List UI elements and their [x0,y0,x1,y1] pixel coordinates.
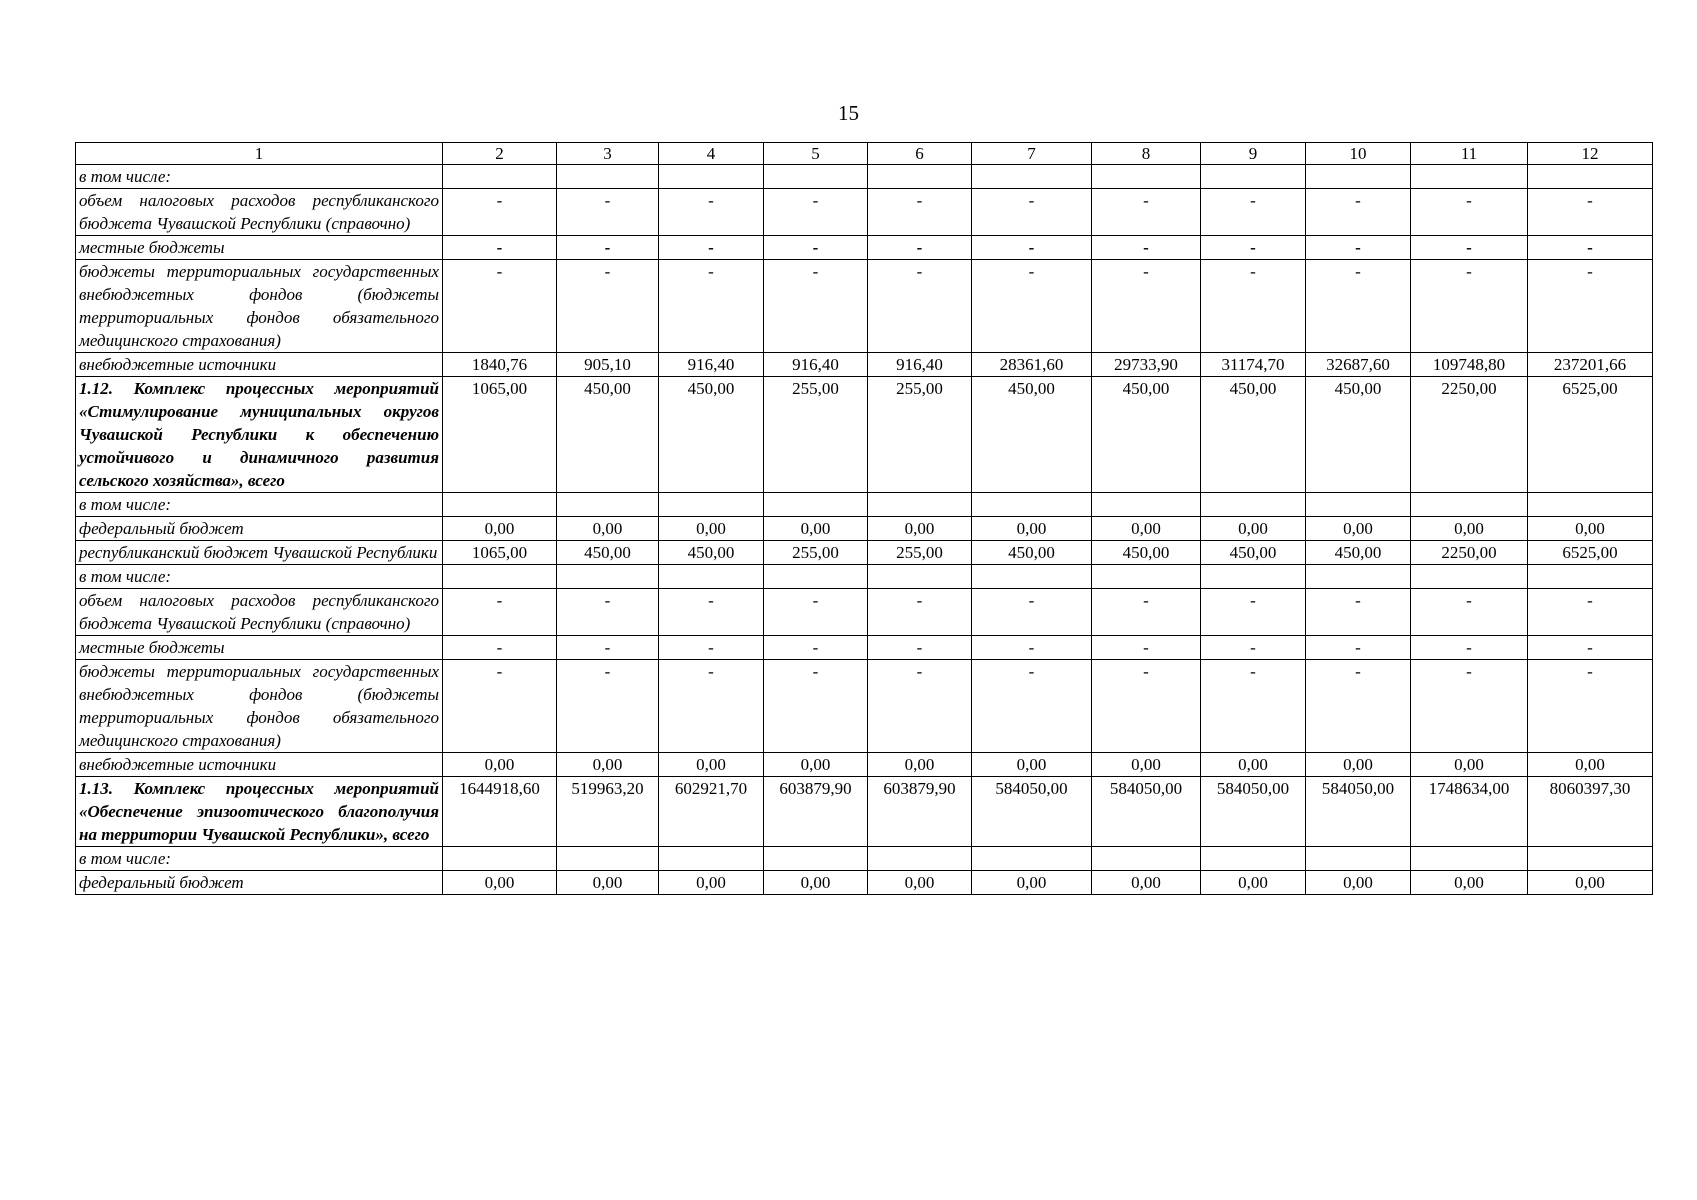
value-cell: 29733,90 [1092,353,1201,377]
value-cell: 0,00 [1201,753,1306,777]
funding-table [75,142,1653,895]
column-number: 9 [1201,143,1306,165]
value-cell: - [1201,260,1306,353]
value-cell: 0,00 [1528,753,1653,777]
row-label: местные бюджеты [76,636,443,660]
column-number: 4 [659,143,764,165]
value-cell [443,847,557,871]
value-cell: - [557,260,659,353]
value-cell: 450,00 [1201,541,1306,565]
value-cell: 0,00 [1528,517,1653,541]
value-cell: 0,00 [1201,871,1306,895]
value-cell: - [1528,260,1653,353]
value-cell: - [972,236,1092,260]
value-cell: - [1411,189,1528,236]
value-cell: 0,00 [659,871,764,895]
row-label: в том числе: [76,847,443,871]
value-cell [868,165,972,189]
value-cell: 0,00 [1411,753,1528,777]
value-cell [764,565,868,589]
value-cell: - [443,236,557,260]
table-row [76,660,1653,753]
value-cell: - [557,589,659,636]
value-cell: 1748634,00 [1411,777,1528,847]
value-cell: 1840,76 [443,353,557,377]
value-cell [1306,165,1411,189]
row-label: республиканский бюджет Чувашской Республики [76,541,443,565]
value-cell: - [557,660,659,753]
value-cell: - [764,189,868,236]
value-cell: 0,00 [1411,517,1528,541]
value-cell: - [659,636,764,660]
value-cell: 255,00 [868,377,972,493]
value-cell: - [868,589,972,636]
value-cell [557,565,659,589]
value-cell: 450,00 [1306,377,1411,493]
value-cell: 0,00 [443,753,557,777]
value-cell: 0,00 [972,517,1092,541]
value-cell [764,493,868,517]
value-cell: 255,00 [764,377,868,493]
value-cell [659,847,764,871]
value-cell [1201,565,1306,589]
column-number: 6 [868,143,972,165]
value-cell: - [1306,589,1411,636]
value-cell [1411,165,1528,189]
value-cell: 1065,00 [443,377,557,493]
value-cell: - [868,636,972,660]
value-cell: - [1528,236,1653,260]
value-cell: 32687,60 [1306,353,1411,377]
value-cell: - [1528,636,1653,660]
column-number: 5 [764,143,868,165]
value-cell: - [868,260,972,353]
value-cell: 0,00 [1306,871,1411,895]
value-cell: 450,00 [1306,541,1411,565]
value-cell: 6525,00 [1528,541,1653,565]
value-cell: 916,40 [659,353,764,377]
value-cell: 450,00 [557,377,659,493]
value-cell: - [1092,189,1201,236]
value-cell: 0,00 [659,753,764,777]
value-cell: - [1411,636,1528,660]
value-cell: 584050,00 [1092,777,1201,847]
value-cell: 916,40 [868,353,972,377]
row-label: 1.12. Комплекс процессных мероприятий «Стимулирование муниципальных округов Чувашской Республики к обеспечению устойчивого и динамичного развития сельского хозяйства», всего [76,377,443,493]
value-cell [868,493,972,517]
value-cell: 0,00 [1092,753,1201,777]
value-cell: 603879,90 [764,777,868,847]
table-header-row [76,143,1653,165]
value-cell: - [443,660,557,753]
value-cell: - [1201,236,1306,260]
value-cell: 0,00 [1092,517,1201,541]
value-cell: - [1528,189,1653,236]
table-row [76,517,1653,541]
value-cell: - [557,189,659,236]
table-body [76,143,1653,895]
table-row [76,636,1653,660]
value-cell: 1065,00 [443,541,557,565]
value-cell: 519963,20 [557,777,659,847]
value-cell: - [1201,660,1306,753]
value-cell: 450,00 [557,541,659,565]
value-cell: - [1201,636,1306,660]
value-cell: - [972,660,1092,753]
value-cell: 0,00 [557,517,659,541]
value-cell: - [868,236,972,260]
value-cell: - [1528,660,1653,753]
row-label: объем налоговых расходов республиканского бюджета Чувашской Республики (справочно) [76,589,443,636]
value-cell: 450,00 [1092,377,1201,493]
value-cell: - [443,189,557,236]
value-cell: - [659,660,764,753]
value-cell: 0,00 [1411,871,1528,895]
table-row [76,189,1653,236]
value-cell [764,165,868,189]
column-number: 11 [1411,143,1528,165]
row-label: бюджеты территориальных государственных внебюджетных фондов (бюджеты территориальных фондов обязательного медицинского страхования) [76,260,443,353]
value-cell [868,847,972,871]
value-cell: 1644918,60 [443,777,557,847]
value-cell [1306,847,1411,871]
value-cell: 0,00 [659,517,764,541]
value-cell: - [1201,589,1306,636]
value-cell [1201,165,1306,189]
value-cell: - [764,660,868,753]
column-number: 7 [972,143,1092,165]
row-label: бюджеты территориальных государственных внебюджетных фондов (бюджеты территориальных фондов обязательного медицинского страхования) [76,660,443,753]
row-label: в том числе: [76,565,443,589]
value-cell: 450,00 [1092,541,1201,565]
value-cell [443,165,557,189]
value-cell: 0,00 [868,753,972,777]
value-cell: 0,00 [1092,871,1201,895]
value-cell [1528,165,1653,189]
table-row [76,847,1653,871]
table-row [76,165,1653,189]
value-cell [443,565,557,589]
column-number: 2 [443,143,557,165]
value-cell: - [1528,589,1653,636]
column-number: 3 [557,143,659,165]
value-cell: 8060397,30 [1528,777,1653,847]
value-cell: 916,40 [764,353,868,377]
value-cell: - [1411,236,1528,260]
table-row [76,541,1653,565]
value-cell: - [659,589,764,636]
value-cell: 255,00 [868,541,972,565]
value-cell [1528,847,1653,871]
value-cell: - [443,589,557,636]
value-cell: - [1306,660,1411,753]
value-cell: - [1092,589,1201,636]
value-cell [1411,847,1528,871]
value-cell [1092,493,1201,517]
value-cell [443,493,557,517]
value-cell: 603879,90 [868,777,972,847]
value-cell [972,493,1092,517]
table-row [76,236,1653,260]
value-cell: - [868,189,972,236]
value-cell: - [1092,636,1201,660]
value-cell [1528,565,1653,589]
table-row [76,377,1653,493]
value-cell: - [972,189,1092,236]
value-cell [972,847,1092,871]
value-cell: - [557,236,659,260]
value-cell: 584050,00 [1201,777,1306,847]
value-cell [1201,847,1306,871]
value-cell: - [1411,260,1528,353]
value-cell: - [443,260,557,353]
row-label: федеральный бюджет [76,517,443,541]
row-label: внебюджетные источники [76,753,443,777]
value-cell: - [1306,636,1411,660]
value-cell [659,565,764,589]
value-cell: - [1092,260,1201,353]
value-cell: 584050,00 [972,777,1092,847]
value-cell: - [1306,236,1411,260]
value-cell: - [972,589,1092,636]
column-number: 1 [76,143,443,165]
value-cell: - [1411,589,1528,636]
value-cell: 31174,70 [1201,353,1306,377]
value-cell: - [1306,260,1411,353]
value-cell: 450,00 [972,377,1092,493]
value-cell: 584050,00 [1306,777,1411,847]
value-cell: 0,00 [972,871,1092,895]
column-number: 8 [1092,143,1201,165]
value-cell: 255,00 [764,541,868,565]
page-number: 15 [838,101,859,125]
value-cell [1411,565,1528,589]
value-cell [764,847,868,871]
value-cell: 2250,00 [1411,541,1528,565]
value-cell [557,847,659,871]
value-cell: 109748,80 [1411,353,1528,377]
column-number: 10 [1306,143,1411,165]
value-cell [1201,493,1306,517]
value-cell [1092,847,1201,871]
value-cell: 905,10 [557,353,659,377]
value-cell: - [972,636,1092,660]
value-cell: - [972,260,1092,353]
table-row [76,753,1653,777]
column-number: 12 [1528,143,1653,165]
value-cell [1411,493,1528,517]
value-cell: 0,00 [972,753,1092,777]
row-label: в том числе: [76,165,443,189]
row-label: внебюджетные источники [76,353,443,377]
value-cell: - [659,236,764,260]
value-cell: 2250,00 [1411,377,1528,493]
table-row [76,565,1653,589]
value-cell: - [1092,660,1201,753]
value-cell: 0,00 [764,753,868,777]
value-cell: - [764,260,868,353]
value-cell: 6525,00 [1528,377,1653,493]
row-label: в том числе: [76,493,443,517]
value-cell: 0,00 [764,517,868,541]
value-cell: 237201,66 [1528,353,1653,377]
value-cell [972,565,1092,589]
value-cell: 28361,60 [972,353,1092,377]
value-cell: 0,00 [1306,753,1411,777]
value-cell: 0,00 [1201,517,1306,541]
table-row [76,777,1653,847]
value-cell: - [1306,189,1411,236]
value-cell: 450,00 [659,377,764,493]
value-cell [1092,565,1201,589]
table-row [76,353,1653,377]
value-cell: 0,00 [868,517,972,541]
row-label: местные бюджеты [76,236,443,260]
value-cell: - [764,636,868,660]
table-row [76,260,1653,353]
value-cell: - [764,236,868,260]
value-cell [1092,165,1201,189]
value-cell: - [443,636,557,660]
value-cell: - [659,260,764,353]
value-cell [1306,565,1411,589]
table-row [76,493,1653,517]
value-cell: 0,00 [868,871,972,895]
value-cell: 450,00 [1201,377,1306,493]
value-cell: - [868,660,972,753]
row-label: объем налоговых расходов республиканского бюджета Чувашской Республики (справочно) [76,189,443,236]
row-label: федеральный бюджет [76,871,443,895]
value-cell: - [557,636,659,660]
value-cell [659,165,764,189]
value-cell [1306,493,1411,517]
value-cell [1528,493,1653,517]
table-row [76,871,1653,895]
value-cell: 0,00 [443,517,557,541]
value-cell: 0,00 [1306,517,1411,541]
value-cell [659,493,764,517]
value-cell: 602921,70 [659,777,764,847]
value-cell: - [1411,660,1528,753]
value-cell: - [1201,189,1306,236]
value-cell [557,165,659,189]
value-cell: 450,00 [972,541,1092,565]
value-cell: - [659,189,764,236]
row-label: 1.13. Комплекс процессных мероприятий «Обеспечение эпизоотического благополучия на территории Чувашской Республики», всего [76,777,443,847]
value-cell: - [764,589,868,636]
value-cell: 0,00 [557,753,659,777]
value-cell: 0,00 [443,871,557,895]
value-cell [868,565,972,589]
value-cell: 0,00 [764,871,868,895]
value-cell: - [1092,236,1201,260]
table-row [76,589,1653,636]
value-cell: 450,00 [659,541,764,565]
value-cell [557,493,659,517]
value-cell [972,165,1092,189]
value-cell: 0,00 [557,871,659,895]
value-cell: 0,00 [1528,871,1653,895]
